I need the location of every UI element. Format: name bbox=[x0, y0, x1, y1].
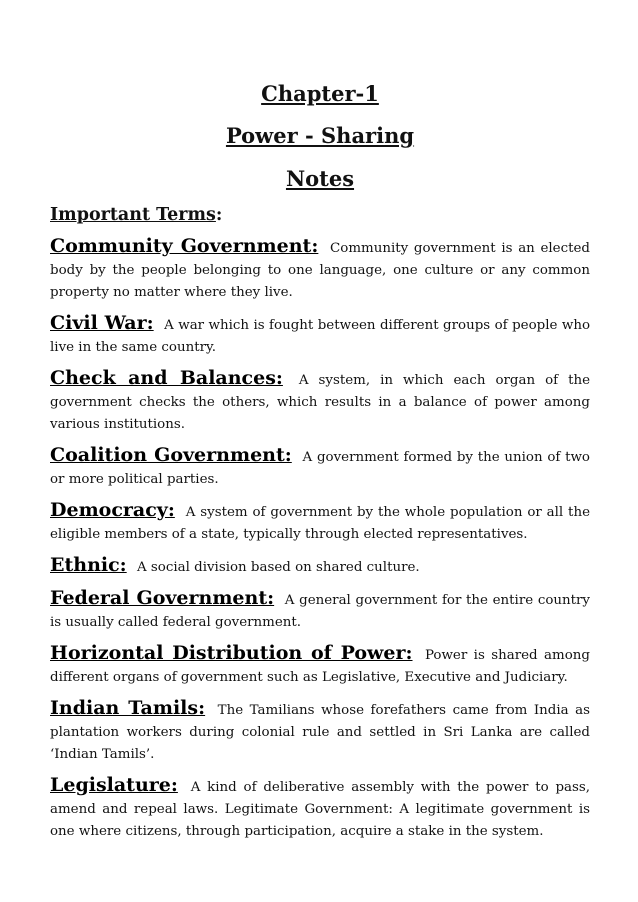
term-title: Democracy: bbox=[50, 499, 175, 521]
term-entry bbox=[50, 587, 590, 634]
term-definition: A social division based on shared culture. bbox=[136, 560, 420, 575]
term-entry bbox=[50, 444, 590, 491]
term-entry bbox=[50, 499, 590, 546]
term-entry bbox=[50, 367, 590, 436]
term-definition: A war which is fought between different groups of people who live in the same country. bbox=[50, 318, 590, 355]
term-title: Legislature: bbox=[50, 774, 178, 796]
term-entry bbox=[50, 312, 590, 359]
important-terms-heading bbox=[50, 205, 590, 225]
term-definition: A general government for the entire country is usually called federal government. bbox=[50, 593, 590, 630]
important-terms-colon: : bbox=[215, 205, 223, 225]
term-definition: A system, in which each organ of the government checks the others, which results in a balance of power among various institutions. bbox=[50, 373, 590, 432]
topic-heading: Power - Sharing bbox=[225, 123, 415, 148]
term-entry bbox=[50, 235, 590, 304]
term-title: Federal Government: bbox=[50, 587, 275, 609]
term-title: Civil War: bbox=[50, 312, 154, 334]
important-terms-label: Important Terms bbox=[50, 205, 216, 225]
term-entry bbox=[50, 774, 590, 843]
term-title: Check and Balances: bbox=[50, 367, 283, 389]
term-definition: Community government is an elected body by the people belonging to one language, one culture or any common property no matter where they live. bbox=[50, 241, 590, 300]
term-title: Coalition Government: bbox=[50, 444, 292, 466]
term-title: Ethnic: bbox=[50, 554, 127, 576]
term-title: Community Government: bbox=[50, 235, 319, 257]
term-entry bbox=[50, 697, 590, 766]
term-entry bbox=[50, 554, 590, 579]
term-definition: A government formed by the union of two or more political parties. bbox=[50, 450, 590, 487]
term-definition: A kind of deliberative assembly with the power to pass, amend and repeal laws. Legitimate Government: A legitimate government is one where citizens, through participation, acquire a stake in the system. bbox=[50, 780, 590, 839]
term-entry bbox=[50, 642, 590, 689]
term-title: Horizontal Distribution of Power: bbox=[50, 642, 413, 664]
notes-heading: Notes bbox=[285, 166, 355, 191]
term-definition: The Tamilians whose forefathers came from India as plantation workers during colonial rule and settled in Sri Lanka are called ‘Indian Tamils’. bbox=[50, 703, 590, 762]
term-title: Indian Tamils: bbox=[50, 697, 206, 719]
term-definition: Power is shared among different organs of government such as Legislative, Executive and Judiciary. bbox=[50, 648, 590, 685]
chapter-heading: Chapter-1 bbox=[261, 81, 379, 106]
term-definition: A system of government by the whole population or all the eligible members of a state, typically through elected representatives. bbox=[50, 505, 590, 542]
